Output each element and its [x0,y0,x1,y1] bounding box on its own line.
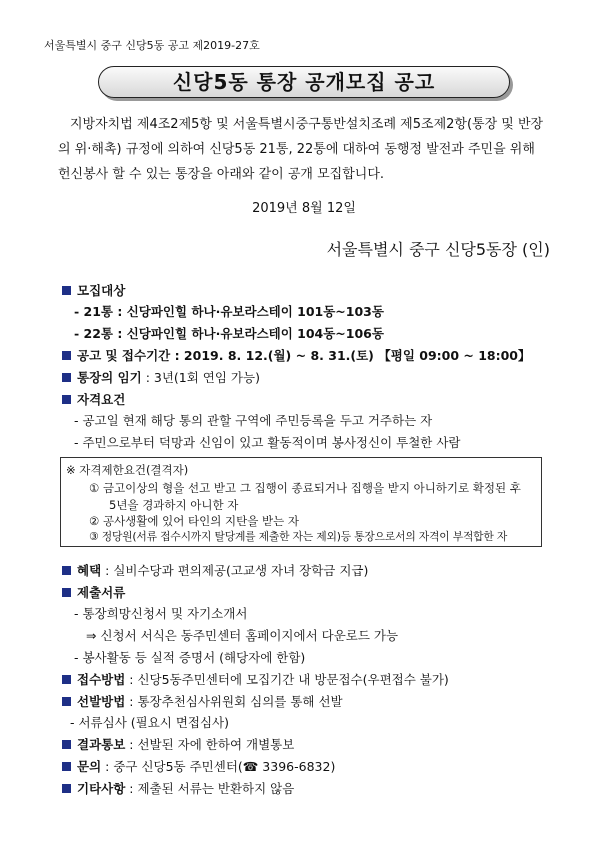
section-heading: 자격요건 [77,392,126,407]
result-value: : 선발된 자에 한하여 개별통보 [125,737,295,752]
result-label: 결과통보 [77,737,126,752]
section-selection [62,692,343,710]
notice-date: 2019년 8월 12일 [252,201,356,216]
intro-paragraph: 지방자치법 제4조2제5항 및 서울특별시중구통반설치조례 제5조제2항(통장 및 반장의 위·해촉) 규정에 의하여 신당5동 21통, 22통에 대하여 동행정 발전과 주민을 위해 헌신봉사 할 수 있는 통장을 아래와 같이 공개 모집합니다. [58,117,544,182]
section-etc [62,779,294,797]
period-value: : 2019. 8. 12.(월) ~ 8. 31.(토) 【평일 09:00 ~ 18:00】 [170,348,531,363]
section-heading: 제출서류 [77,585,126,600]
contact-value: : 중구 신당5동 주민센터(☎ 3396-6832) [101,759,336,774]
section-heading: 모집대상 [77,283,126,298]
disqualification-heading: ※ 자격제한요건(결격자) [66,463,189,477]
section-documents [62,583,125,601]
section-result [62,735,294,753]
notice-title: 신당5동 통장 공개모집 공고 [98,66,510,98]
etc-value: : 제출된 서류는 반환하지 않음 [125,781,295,796]
recruit-item: - 22통 : 신당파인힐 하나·유보라스테이 104동~106동 [74,326,384,341]
square-bullet-icon [62,286,71,295]
document-number: 서울특별시 중구 신당5동 공고 제2019-27호 [44,39,260,52]
square-bullet-icon [62,740,71,749]
disqualification-item: ① 금고이상의 형을 선고 받고 그 집행이 종료되거나 집행을 받지 아니하기로 확정된 후 [89,481,521,495]
square-bullet-icon [62,373,71,382]
disqualification-item: ② 공사생활에 있어 타인의 지탄을 받는 자 [89,514,299,528]
term-label: 통장의 임기 [77,370,142,385]
section-method [62,670,449,688]
contact-label: 문의 [77,759,102,774]
disqualification-item: 5년을 경과하지 아니한 자 [109,498,239,512]
recruit-item: - 21통 : 신당파인힐 하나·유보라스테이 101동~103동 [74,304,384,319]
section-term [62,368,260,386]
etc-label: 기타사항 [77,781,126,796]
selection-value: : 통장추천심사위원회 심의를 통해 선발 [125,694,343,709]
selection-sub: - 서류심사 (필요시 면접심사) [70,715,230,730]
section-qualification [62,390,125,408]
signer: 서울특별시 중구 신당5동장 (인) [326,240,550,259]
benefit-label: 혜택 [77,563,102,578]
selection-label: 선발방법 [77,694,126,709]
square-bullet-icon [62,697,71,706]
square-bullet-icon [62,566,71,575]
section-contact [62,757,335,775]
disqualification-box [60,457,542,547]
period-label: 공고 및 접수기간 [77,348,171,363]
square-bullet-icon [62,395,71,404]
section-period [62,346,531,364]
disqualification-item: ③ 정당원(서류 접수시까지 탈당계를 제출한 자는 제외)등 통장으로서의 자격이 부적합한 자 [89,530,508,543]
qualification-item: - 주민으로부터 덕망과 신임이 있고 활동적이며 봉사정신이 투철한 사람 [74,435,461,450]
term-value: : 3년(1회 연임 가능) [141,370,260,385]
square-bullet-icon [62,784,71,793]
qualification-item: - 공고일 현재 해당 통의 관할 구역에 주민등록을 두고 거주하는 자 [74,413,433,428]
method-value: : 신당5동주민센터에 모집기간 내 방문접수(우편접수 불가) [125,672,449,687]
benefit-value: : 실비수당과 편의제공(고교생 자녀 장학금 지급) [101,563,369,578]
section-benefit [62,561,368,579]
square-bullet-icon [62,762,71,771]
documents-item: - 통장희망신청서 및 자기소개서 [74,606,248,621]
method-label: 접수방법 [77,672,126,687]
square-bullet-icon [62,588,71,597]
documents-note: ⇒ 신청서 서식은 동주민센터 홈페이지에서 다운로드 가능 [86,628,399,643]
documents-item: - 봉사활동 등 실적 증명서 (해당자에 한함) [74,650,306,665]
section-recruit [62,281,125,299]
square-bullet-icon [62,351,71,360]
square-bullet-icon [62,675,71,684]
